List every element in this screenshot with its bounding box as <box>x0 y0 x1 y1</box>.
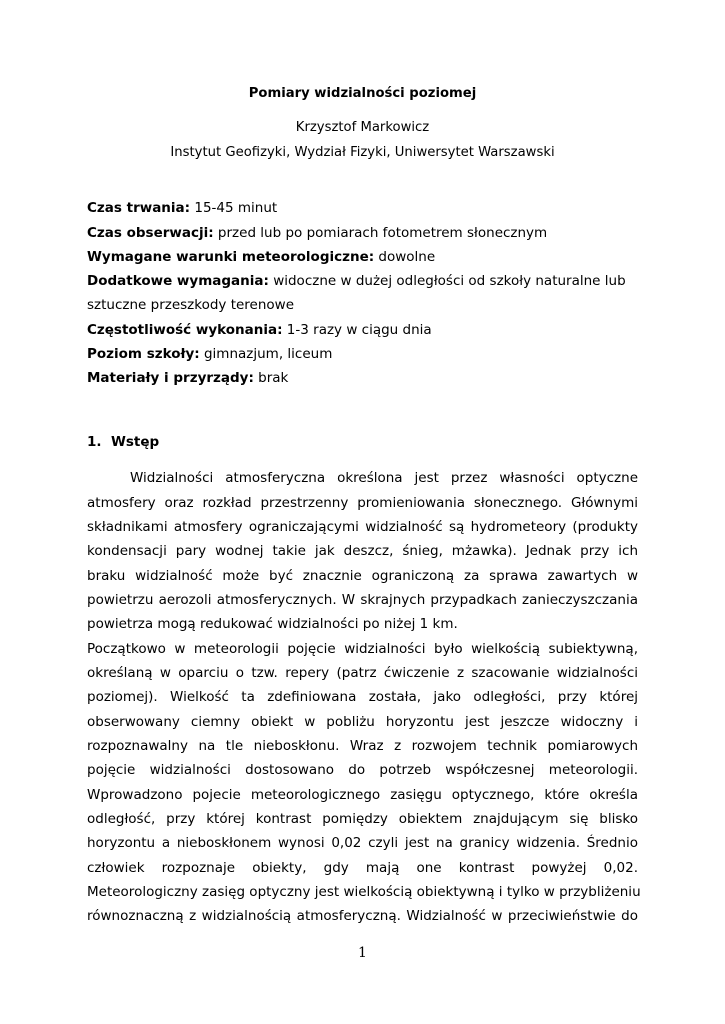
body-line: powietrzu aerozoli atmosferycznych. W skrajnych przypadkach zanieczyszczania <box>87 592 638 608</box>
body-line: obserwowany ciemny obiekt w pobliżu horyzontu jest jeszcze widoczny i <box>87 714 638 730</box>
author-name: Krzysztof Markowicz <box>295 120 430 135</box>
body-line: poziomej). Wielkość ta zdefiniowana została, jako odległości, przy której <box>87 689 638 705</box>
body-line: Meteorologiczny zasięg optyczny jest wielkością obiektywną i tylko w przybliżeniu <box>87 884 641 900</box>
author-affiliation: Instytut Geofizyki, Wydział Fizyki, Uniwersytet Warszawski <box>170 145 555 160</box>
body-line: braku widzialność może być znacznie ograniczoną za sprawa zawartych w <box>87 568 638 584</box>
body-line: Początkowo w meteorologii pojęcie widzialności było wielkością subiektywną, <box>87 641 638 657</box>
meta-additional-requirements-cont: sztuczne przeszkody terenowe <box>87 297 295 313</box>
meta-frequency: Częstotliwość wykonania: 1-3 razy w ciągu dnia <box>87 322 432 338</box>
meta-school-level: Poziom szkoły: gimnazjum, liceum <box>87 346 333 362</box>
body-line: człowiek rozpoznaje obiekty, gdy mają one kontrast powyżej 0,02. <box>87 860 638 876</box>
body-line: rozpoznawalny na tle nieboskłonu. Wraz z rozwojem technik pomiarowych <box>87 738 638 754</box>
meta-additional-requirements: Dodatkowe wymagania: widoczne w dużej odległości od szkoły naturalne lub <box>87 273 626 289</box>
body-line: horyzontu a nieboskłonem wynosi 0,02 czyli jest na granicy widzenia. Średnio <box>87 835 638 851</box>
body-line: pojęcie widzialności dostosowano do potrzeb współczesnej meteorologii. <box>87 762 638 778</box>
meta-duration: Czas trwania: 15-45 minut <box>87 200 278 216</box>
body-line: równoznaczną z widzialnością atmosferyczną. Widzialność w przeciwieństwie do <box>87 908 638 924</box>
document-title: Pomiary widzialności poziomej <box>248 86 477 101</box>
body-line: kondensacji pary wodnej takie jak deszcz, śnieg, mżawka). Jednak przy ich <box>87 543 638 559</box>
meta-weather-conditions: Wymagane warunki meteorologiczne: dowolne <box>87 249 436 265</box>
section-heading: 1. Wstęp <box>87 434 160 450</box>
body-line: atmosfery oraz rozkład przestrzenny promieniowania słonecznego. Głównymi <box>87 495 638 511</box>
meta-observation-time: Czas obserwacji: przed lub po pomiarach fotometrem słonecznym <box>87 225 548 241</box>
body-line: powietrza mogą redukować widzialności po niżej 1 km. <box>87 616 458 632</box>
body-line: odległość, przy której kontrast pomiędzy obiektem znajdującym się blisko <box>87 811 638 827</box>
body-line: składnikami atmosfery ograniczającymi widzialność są hydrometeory (produkty <box>87 519 638 535</box>
page-number: 1 <box>358 945 367 961</box>
body-line: Widzialności atmosferyczna określona jest przez własności optyczne <box>130 470 638 486</box>
meta-materials: Materiały i przyrządy: brak <box>87 370 289 386</box>
body-line: Wprowadzono pojecie meteorologicznego zasięgu optycznego, które określa <box>87 787 638 803</box>
body-line: określaną w oparciu o tzw. repery (patrz ćwiczenie z szacowanie widzialności <box>87 665 638 681</box>
